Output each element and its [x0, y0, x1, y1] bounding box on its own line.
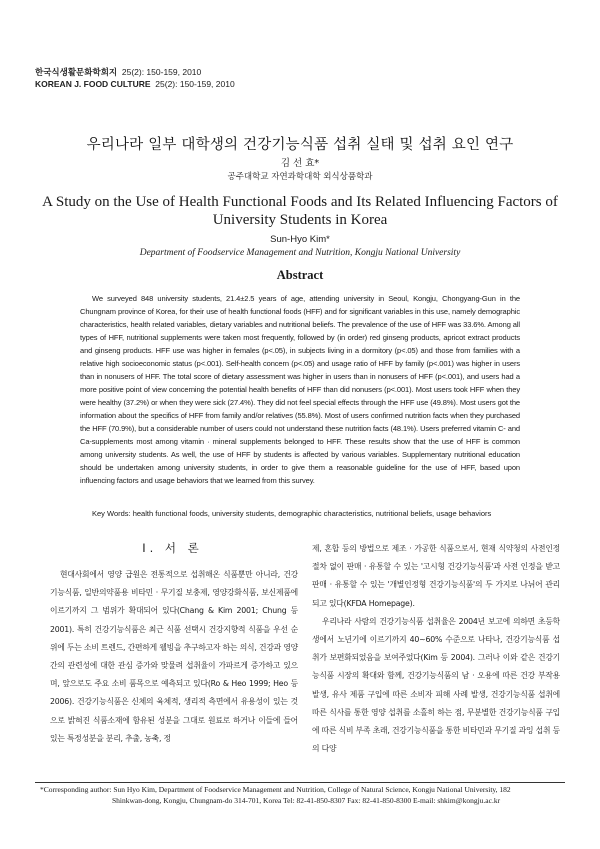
keywords: [92, 508, 532, 519]
affiliation-english: Department of Foodservice Management and Nutrition, Kongju National University: [139, 248, 461, 258]
title-english-line1: A Study on the Use of Health Functional Foods and Its Related Influencing Factors of: [42, 194, 558, 210]
journal-header: [35, 66, 235, 90]
body-column-left: [50, 566, 298, 748]
keywords-text: health functional foods, university students, demographic characteristics, nutritional beliefs, usage behaviors: [132, 509, 492, 518]
abstract-body: [80, 292, 520, 487]
corresponding-author-footnote: [40, 784, 565, 806]
author-korean: 김 선 효*: [280, 158, 320, 169]
journal-name-ko: 한국식생활문화학회지: [35, 67, 118, 77]
journal-ref-en: 25(2): 150-159, 2010: [155, 79, 235, 89]
journal-name-en: KOREAN J. FOOD CULTURE: [35, 79, 151, 89]
intro-paragraph-1-continued: 제, 혼합 등의 방법으로 제조 · 가공한 식품으로서, 현재 식약청의 사전인정절차 없이 판매 · 유통할 수 있는 '고시형 건강기능식품'과 사전 인정을 받고 판매 · 유통할 수 있는 '개별인정형 건강기능식품'의 두 가지로 나뉘어 관리되고 있다(KFDA Homepage).: [312, 544, 560, 608]
abstract-heading: Abstract: [276, 268, 324, 282]
title-english-line2: University Students in Korea: [212, 212, 388, 228]
intro-paragraph-2: 우리나라 사람의 건강기능식품 섭취율은 2004년 보고에 의하면 초등학생에서 노년기에 이르기까지 40~60% 수준으로 나타나, 건강기능식품 섭취가 보편화되었음을 보여주었다(Kim 등 2004). 그러나 이와 같은 건강기능식품 시장의 확대와 함께, 건강기능식품의 남 · 오용에 따른 건강 부작용 발생, 유사 제품 구입에 따른 소비자 피해 사례 발생, 건강기능식품 섭취에 따른 식사를 통한 영양 섭취를 소홀히 하는 점, 무분별한 건강기능식품 구입에 따른 식비 부족 초래, 건강기능식품을 통한 비타민과 무기질 과잉 섭취 등의 다양: [312, 616, 560, 754]
author-english: Sun-Hyo Kim*: [270, 234, 330, 245]
keywords-label: Key Words:: [92, 509, 131, 518]
body-column-right: [312, 540, 560, 758]
journal-ref-ko: 25(2): 150-159, 2010: [121, 67, 202, 77]
footnote-line-1: *Corresponding author: Sun Hyo Kim, Department of Foodservice Management and Nutrition, College of Natural Science, Kongju National University, 182: [40, 785, 511, 794]
journal-line-en: [35, 78, 235, 90]
affiliation-korean: 공주대학교 자연과학대학 외식상품학과: [227, 172, 373, 182]
journal-line-ko: [35, 66, 235, 78]
section-heading-introduction: I. 서 론: [142, 541, 203, 555]
title-english: [0, 193, 600, 229]
intro-paragraph-1: 현대사회에서 영양 급원은 전통적으로 섭취해온 식품뿐만 아니라, 건강기능식품, 일반의약품용 비타민 · 무기질 보충제, 영양강화식품, 보신제품에 이르기까지 그 범위가 확대되어 있다(Chang & Kim 2001; Chung 등 2001). 특히 건강기능식품은 최근 식품 선택시 건강지향적 식품을 우선 순위에 두는 소비 트렌드, 간편하게 웰빙을 추구하고자 하는 의식, 건강과 영양간의 관련성에 대한 관심 증가와 맞물려 섭취율이 가파르게 증가하고 있으며, 앞으로도 주요 소비 품목으로 예측되고 있다(Ro & Heo 1999; Heo 등 2006). 건강기능식품은 신체의 육체적, 생리적 측면에서 유용성이 있는 것으로 밝혀진 식품소재에 함유된 성분을 그대로 원료로 하거나 이들에 들어 있는 특정성분을 분리, 추출, 농축, 정: [50, 570, 298, 743]
abstract-paragraph: We surveyed 848 university students, 21.4±2.5 years of age, attending university in Seoul, Kongju, Chongyang-Gun in the Chungnam province of Korea, for their use of health functional foods (HFF) and for significant variables in this use, namely demographic characteristics, health related variables, dietary variables and nutritional beliefs. The prevalence of the use of HFF was 33.6%. Among all types of HFF, nutritional supplements were taken most frequently, followed by (in order) red ginseng products, apricot extract products and ginseng products. HFF use was higher in females (p<.05), in subjects living in a dormitory (p<.05) and those from families with a relative high socioeconomic status (p<.001). Self-health concern (p<.05) and usage ratio of HFF by family (p<.001) was higher in users than in nonusers of HFF. The total score of dietary assessment was higher in users than in nonusers of HFF (p<.001), and users had a more positive point of view concerning the potential health benefits of HFF than did nonusers (p<.001). Most users took HFF when they were healthy (37.2%) or when they were sick (27.4%). They did not feel special effects through the HFF use (49.8%). Most users got the information about the specifics of HFF from family and/or relatives (55.8%). Most of users confirmed nutrition facts when they purchased the HFF (70.9%), but a considerable number of users could not understand these nutrition facts (48.1%). Users preferred vitamin C- and Ca-supplements most among vitamin · mineral supplements belonged to HFF. These results show that the use of HFF is common among university students. As well, the use of HFF by students is affected by various variables. Supplementary nutritional education should be undertaken among university students, in order to give them a reasonable guideline for the use of HFF, based upon influencing factors and usage behaviors that we learned from this survey.: [80, 294, 520, 485]
footnote-line-2: Shinkwan-dong, Kongju, Chungnam-do 314-701, Korea Tel: 82-41-850-8307 Fax: 82-41-850-8300 E-mail: shkim@kongju.ac.kr: [112, 796, 501, 805]
footnote-rule: [35, 782, 565, 783]
title-korean: 우리나라 일부 대학생의 건강기능식품 섭취 실태 및 섭취 요인 연구: [86, 137, 514, 153]
